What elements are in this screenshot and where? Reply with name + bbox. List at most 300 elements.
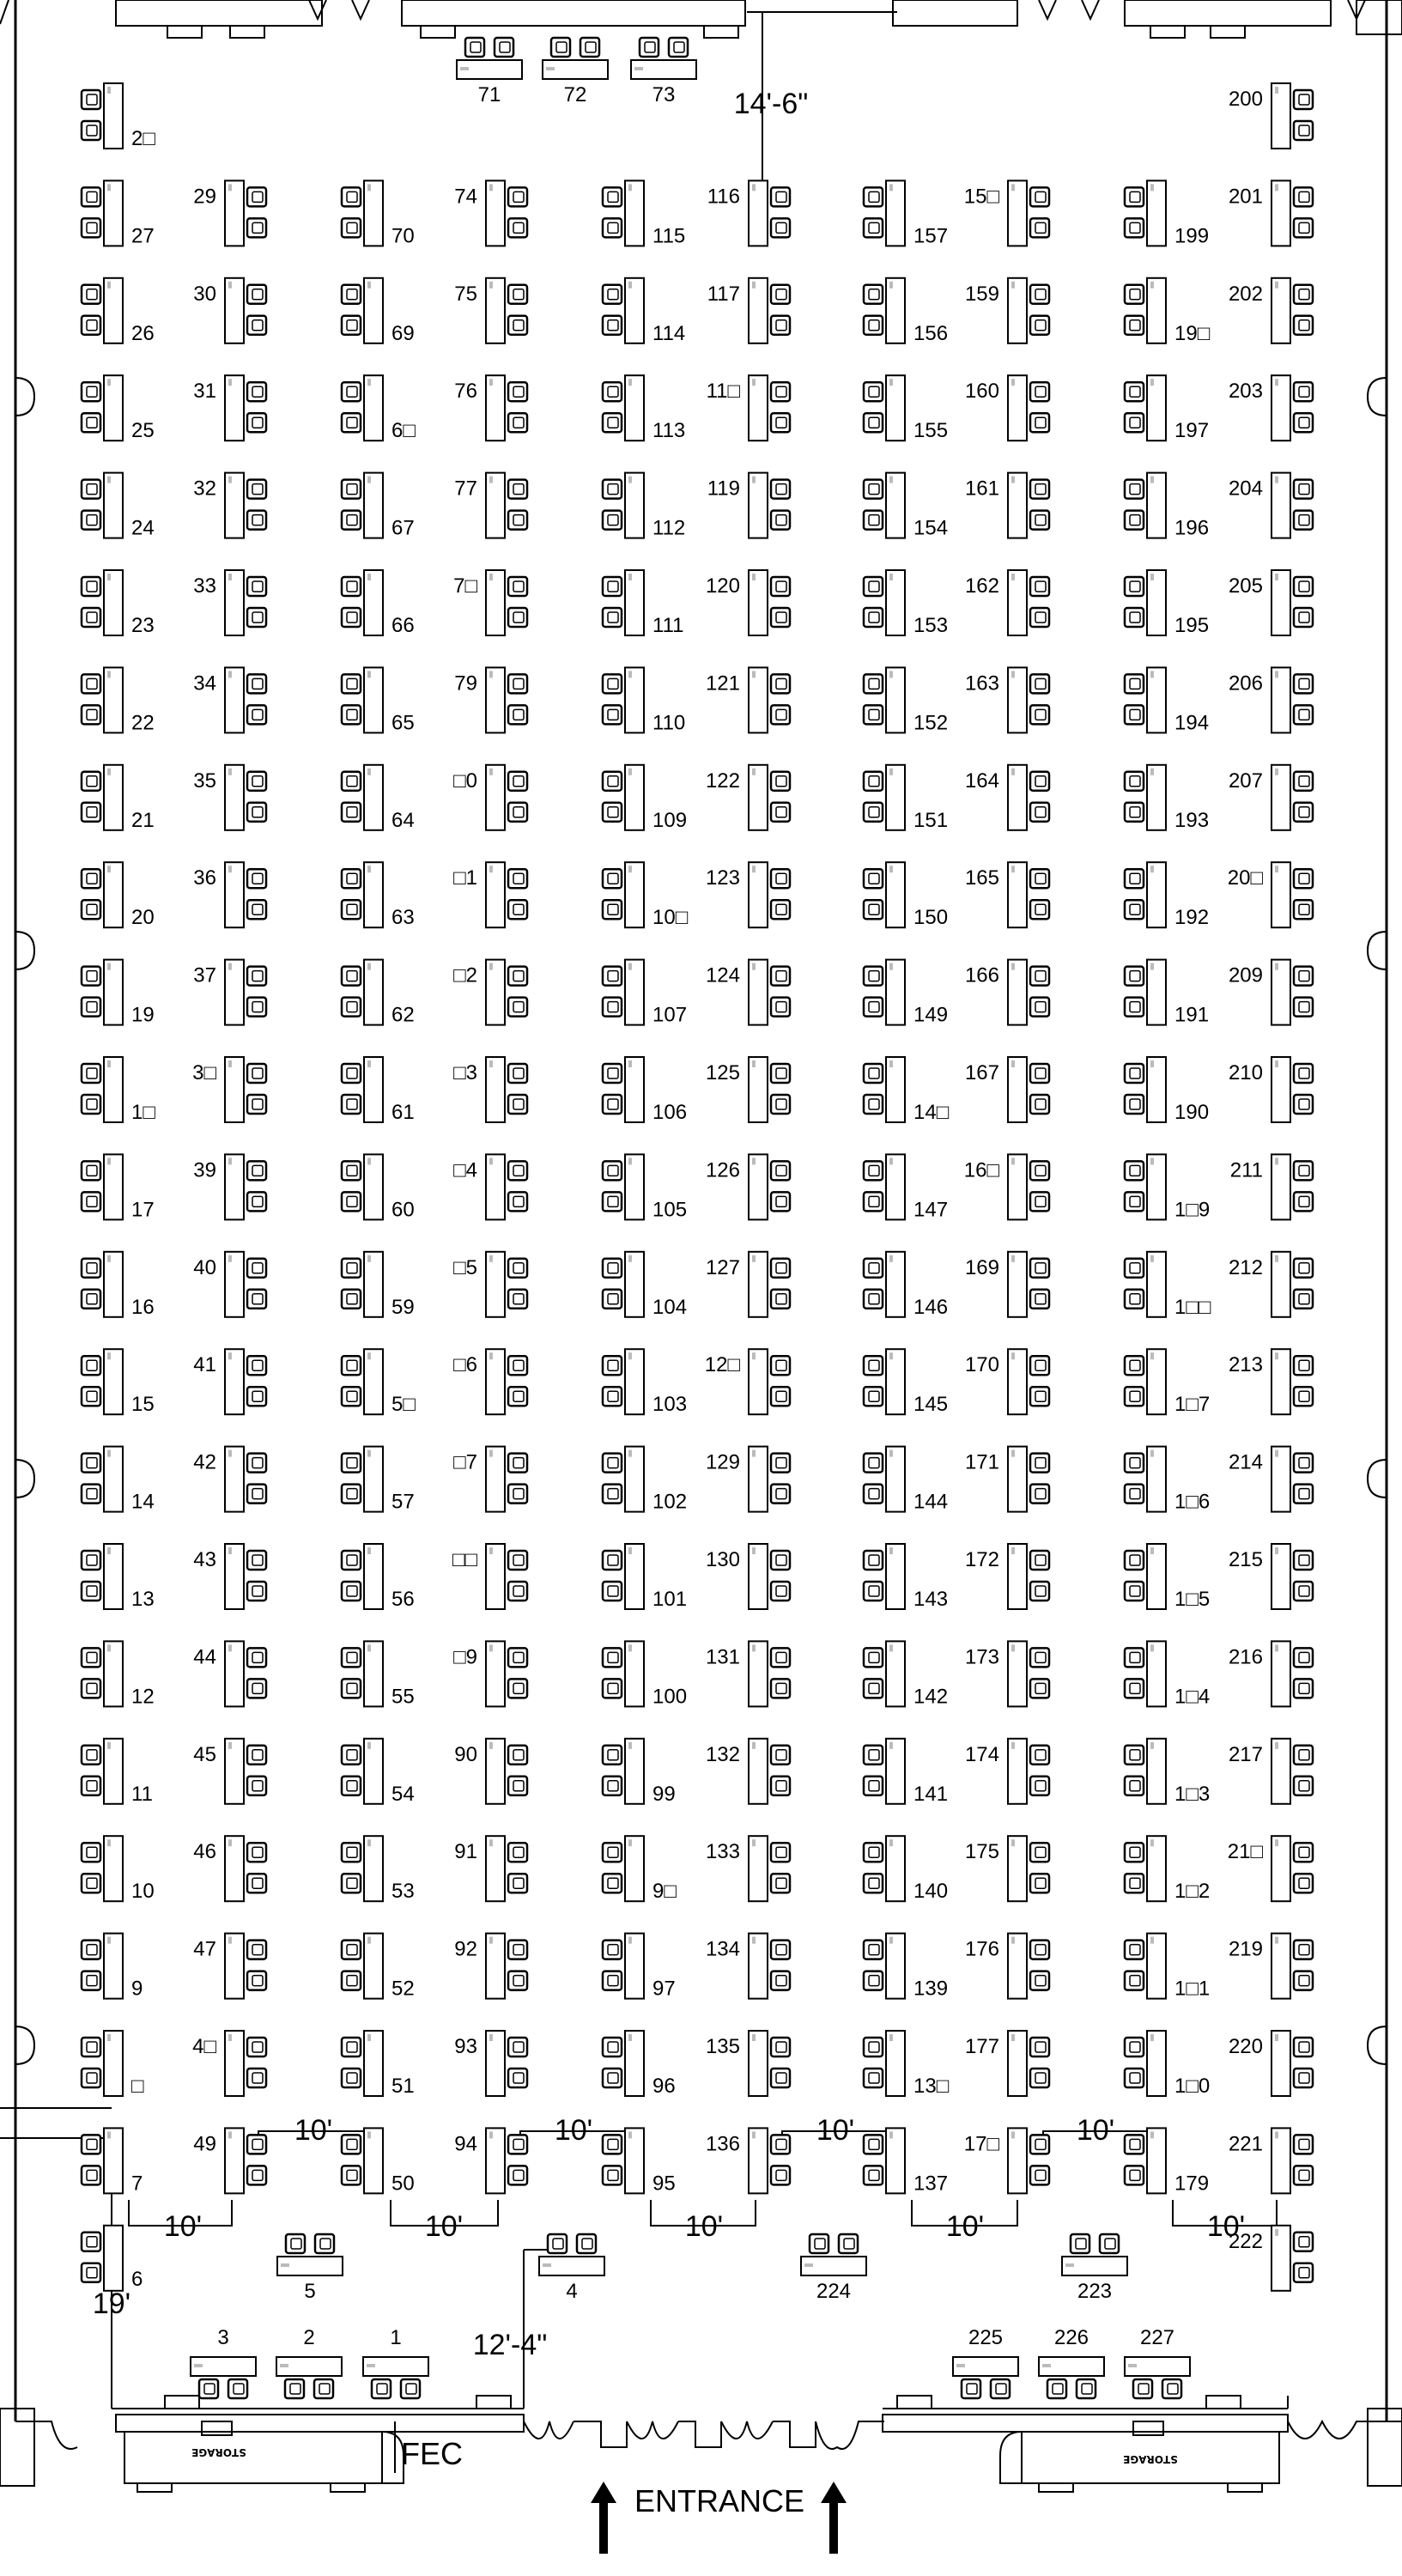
booth[interactable]	[193, 960, 266, 1025]
booth[interactable]	[82, 1057, 155, 1124]
booth[interactable]	[82, 180, 155, 247]
booth[interactable]	[965, 960, 1049, 1025]
booth-table	[749, 180, 768, 246]
booth[interactable]	[82, 765, 155, 832]
booth[interactable]	[1230, 1154, 1313, 1219]
booth-table	[225, 2128, 244, 2193]
booth[interactable]	[864, 862, 948, 929]
booth[interactable]	[965, 1349, 1049, 1414]
booth[interactable]	[193, 2128, 266, 2193]
booth-table	[625, 1836, 644, 1901]
booth[interactable]	[965, 1544, 1049, 1609]
booth-table	[886, 2128, 905, 2193]
booth[interactable]	[1229, 83, 1313, 149]
booth-table	[749, 1252, 768, 1317]
booth-number: 120	[705, 574, 740, 598]
booth[interactable]	[82, 1447, 155, 1514]
booth[interactable]	[965, 278, 1049, 343]
booth[interactable]	[453, 1057, 527, 1122]
booth[interactable]	[1229, 1544, 1313, 1609]
booth[interactable]	[82, 375, 155, 442]
booth-number: 101	[652, 1588, 688, 1611]
booth[interactable]	[603, 1154, 687, 1221]
booth-table	[1008, 473, 1027, 538]
booth[interactable]	[82, 1349, 155, 1416]
booth[interactable]	[1125, 1154, 1210, 1221]
booth[interactable]	[342, 180, 415, 247]
booth[interactable]	[82, 960, 155, 1027]
booth[interactable]	[457, 38, 522, 106]
booth[interactable]	[82, 667, 155, 734]
booth[interactable]	[342, 1252, 415, 1319]
booth[interactable]	[193, 1739, 266, 1804]
booth-number: 50	[391, 2172, 415, 2196]
booth[interactable]	[864, 1057, 950, 1124]
booth[interactable]	[1229, 1934, 1313, 1999]
booth[interactable]	[1229, 180, 1313, 246]
booth[interactable]	[603, 765, 687, 832]
booth-number: 190	[1174, 1101, 1210, 1124]
booth[interactable]	[1062, 2234, 1127, 2303]
booth[interactable]	[342, 570, 415, 637]
booth[interactable]	[342, 1739, 415, 1806]
booth[interactable]	[193, 765, 266, 830]
booth[interactable]	[1125, 375, 1209, 442]
booth[interactable]	[965, 1447, 1049, 1512]
booth[interactable]	[342, 1934, 415, 2001]
booth[interactable]	[603, 2031, 676, 2098]
booth[interactable]	[603, 375, 685, 442]
booth[interactable]	[965, 1641, 1049, 1706]
booth[interactable]	[453, 1252, 527, 1317]
booth[interactable]	[1229, 375, 1313, 440]
booth[interactable]	[1229, 667, 1313, 732]
booth[interactable]	[454, 1836, 527, 1901]
booth[interactable]	[82, 570, 155, 637]
booth[interactable]	[454, 375, 527, 440]
booth-number: 77	[454, 477, 477, 501]
booth[interactable]	[603, 1349, 687, 1416]
booth[interactable]	[1229, 1349, 1313, 1414]
booth[interactable]	[1229, 765, 1313, 830]
booth-number: 134	[705, 1937, 740, 1961]
booth[interactable]	[453, 862, 527, 927]
booth-table	[1272, 180, 1290, 246]
booth[interactable]	[706, 2128, 790, 2193]
booth[interactable]	[864, 1349, 948, 1416]
booth[interactable]	[82, 2031, 144, 2098]
booth[interactable]	[1229, 1252, 1313, 1317]
booth-table	[1008, 1447, 1027, 1512]
booth[interactable]	[706, 1154, 790, 1219]
booth[interactable]	[1125, 667, 1209, 734]
booth[interactable]	[193, 375, 266, 440]
booth[interactable]	[864, 1252, 948, 1319]
booth[interactable]	[603, 960, 687, 1027]
booth[interactable]	[82, 83, 155, 150]
booth-number: 23	[131, 614, 155, 637]
booth[interactable]	[603, 278, 685, 345]
booth[interactable]	[191, 2326, 256, 2398]
booth[interactable]	[454, 1739, 527, 1804]
booth[interactable]	[1229, 1641, 1313, 1706]
booth[interactable]	[454, 1934, 527, 1999]
booth[interactable]	[1229, 2031, 1313, 2096]
booth[interactable]	[193, 180, 266, 246]
booth-table	[625, 1934, 644, 1999]
booth[interactable]	[706, 1934, 790, 1999]
booth[interactable]	[1125, 2326, 1190, 2398]
booth[interactable]	[453, 960, 527, 1025]
booth[interactable]	[276, 2326, 342, 2398]
booth[interactable]	[864, 1739, 948, 1806]
booth[interactable]	[193, 862, 266, 927]
booth[interactable]	[82, 1544, 155, 1611]
booth[interactable]	[342, 960, 415, 1027]
booth[interactable]	[342, 1057, 415, 1124]
booth[interactable]	[1229, 960, 1313, 1025]
booth[interactable]	[192, 2031, 266, 2096]
booth-number: 129	[705, 1450, 740, 1474]
booth[interactable]	[342, 2128, 415, 2195]
booth[interactable]	[706, 1057, 790, 1122]
booth[interactable]	[707, 278, 790, 343]
booth[interactable]	[82, 473, 155, 540]
booth-number: 151	[913, 808, 949, 832]
booth[interactable]	[706, 1252, 790, 1317]
booth-table	[364, 473, 383, 538]
booth-table	[1272, 1544, 1290, 1609]
booth[interactable]	[864, 1836, 948, 1903]
booth[interactable]	[82, 1836, 155, 1903]
booth[interactable]	[453, 1349, 527, 1414]
booth[interactable]	[453, 765, 527, 830]
booth[interactable]	[965, 2031, 1049, 2096]
booth-number: 69	[391, 321, 415, 345]
booth[interactable]	[193, 1447, 266, 1512]
booth[interactable]	[965, 1836, 1049, 1901]
booth[interactable]	[864, 570, 948, 637]
booth-number: 135	[705, 2035, 740, 2058]
booth[interactable]	[603, 1447, 687, 1514]
booth[interactable]	[631, 38, 696, 106]
booth[interactable]	[193, 1154, 266, 1219]
booth-table	[1008, 1544, 1027, 1609]
booth[interactable]	[864, 1641, 948, 1708]
booth[interactable]	[965, 862, 1049, 927]
booth[interactable]	[864, 765, 948, 832]
booth[interactable]	[1125, 1349, 1210, 1416]
booth[interactable]	[1229, 1739, 1313, 1804]
booth[interactable]	[864, 473, 948, 540]
booth[interactable]	[82, 278, 155, 345]
booth[interactable]	[864, 2031, 950, 2098]
booth[interactable]	[706, 1836, 790, 1901]
booth-number: 102	[652, 1490, 688, 1514]
booth[interactable]	[82, 1252, 155, 1319]
booth[interactable]	[707, 375, 790, 440]
booth[interactable]	[1228, 1836, 1313, 1901]
booth-table	[1147, 862, 1166, 927]
booth-table	[1008, 180, 1027, 246]
booth-number: 119	[707, 477, 740, 501]
booth-number: 214	[1228, 1450, 1263, 1474]
booth[interactable]	[1125, 2128, 1209, 2195]
booth[interactable]	[1125, 2031, 1210, 2098]
booth[interactable]	[707, 473, 790, 538]
booth[interactable]	[342, 375, 416, 442]
booth[interactable]	[1229, 1447, 1313, 1512]
booth[interactable]	[82, 1154, 155, 1221]
booth-number: 90	[454, 1742, 477, 1766]
booth[interactable]	[454, 180, 527, 246]
booth[interactable]	[342, 862, 415, 929]
booth[interactable]	[342, 1349, 416, 1416]
booth[interactable]	[277, 2234, 343, 2303]
booth-number: 1□1	[1174, 1977, 1211, 2001]
booth-table	[364, 765, 383, 830]
booth-table	[1272, 570, 1290, 635]
booth[interactable]	[603, 1057, 687, 1124]
booth[interactable]	[1125, 1544, 1210, 1611]
booth[interactable]	[453, 570, 527, 635]
booth[interactable]	[193, 1252, 266, 1317]
booth[interactable]	[1125, 1739, 1210, 1806]
booth[interactable]	[82, 1934, 143, 2001]
booth-table	[486, 278, 505, 343]
booth-table	[486, 667, 505, 732]
booth-table	[749, 960, 768, 1025]
booth[interactable]	[363, 2326, 428, 2398]
booth[interactable]	[965, 375, 1049, 440]
booth-number: 66	[391, 614, 415, 637]
booth[interactable]	[603, 1739, 676, 1806]
booth-number: 217	[1228, 1742, 1263, 1766]
booth[interactable]	[603, 473, 685, 540]
booth-table	[1147, 2128, 1166, 2193]
booth[interactable]	[1125, 1934, 1210, 2001]
booth-table	[486, 1447, 505, 1512]
booth[interactable]	[342, 1154, 415, 1221]
booth[interactable]	[603, 2128, 676, 2195]
booth-number: 160	[964, 380, 999, 404]
booth[interactable]	[1229, 1057, 1313, 1122]
booth[interactable]	[864, 960, 948, 1027]
booth-table	[1008, 1057, 1027, 1122]
booth[interactable]	[454, 278, 527, 343]
booth[interactable]	[965, 1252, 1049, 1317]
booth[interactable]	[707, 180, 790, 246]
booth-table	[886, 278, 905, 343]
booth-number: 117	[707, 282, 740, 306]
booth[interactable]	[953, 2326, 1018, 2398]
booth[interactable]	[1125, 765, 1209, 832]
booth-number: 13□	[913, 2075, 950, 2098]
booth[interactable]	[539, 2234, 604, 2303]
booth-table	[486, 1641, 505, 1706]
booth-table	[1008, 1641, 1027, 1706]
booth[interactable]	[603, 570, 683, 637]
booth[interactable]	[193, 1349, 266, 1414]
booth-number: 17	[131, 1198, 155, 1222]
booth[interactable]	[1125, 278, 1211, 345]
booth-table	[1008, 667, 1027, 732]
booth[interactable]	[1125, 862, 1209, 929]
booth[interactable]	[864, 1934, 948, 2001]
booth-number: 1□7	[1174, 1393, 1211, 1417]
booth[interactable]	[193, 1934, 266, 1999]
booth-table	[364, 570, 383, 635]
booth-number: 11□	[706, 380, 740, 404]
booth-table	[1008, 862, 1027, 927]
booth[interactable]	[864, 278, 948, 345]
booth[interactable]	[1229, 278, 1313, 343]
booth[interactable]	[864, 667, 948, 734]
booth[interactable]	[801, 2234, 866, 2303]
booth[interactable]	[603, 1836, 677, 1903]
booth[interactable]	[706, 765, 790, 830]
booth[interactable]	[82, 2226, 143, 2291]
booth[interactable]	[82, 1739, 153, 1806]
booth[interactable]	[964, 1154, 1049, 1219]
booth[interactable]	[965, 1057, 1049, 1122]
booth[interactable]	[342, 473, 415, 540]
booth[interactable]	[342, 1641, 415, 1708]
booth-number: 111	[652, 614, 684, 637]
booth[interactable]	[965, 1739, 1049, 1804]
booth[interactable]	[1039, 2326, 1104, 2398]
booth[interactable]	[864, 180, 948, 247]
booth[interactable]	[965, 667, 1049, 732]
booth[interactable]	[342, 278, 415, 345]
booth[interactable]	[193, 1641, 266, 1706]
booth-number: 149	[913, 1003, 949, 1027]
booth-table	[625, 765, 644, 830]
booth[interactable]	[543, 38, 608, 106]
booth[interactable]	[1125, 1836, 1210, 1903]
booth[interactable]	[342, 1447, 415, 1514]
booth[interactable]	[965, 473, 1049, 538]
booth[interactable]	[454, 2128, 527, 2193]
booth[interactable]	[342, 2031, 415, 2098]
booth[interactable]	[193, 667, 266, 732]
booth[interactable]	[706, 667, 790, 732]
booth[interactable]	[603, 862, 689, 929]
booth[interactable]	[864, 1544, 948, 1611]
booth[interactable]	[706, 1641, 790, 1706]
booth[interactable]	[1229, 473, 1313, 538]
booth[interactable]	[965, 570, 1049, 635]
booth[interactable]	[192, 1057, 266, 1122]
booth-number: 179	[1174, 2172, 1210, 2196]
booth-number: 132	[705, 1742, 740, 1766]
booth[interactable]	[454, 473, 527, 538]
booth[interactable]	[454, 2031, 527, 2096]
booth[interactable]	[706, 1544, 790, 1609]
booth[interactable]	[706, 570, 790, 635]
booth-number: 173	[964, 1645, 999, 1669]
booth[interactable]	[342, 1544, 415, 1611]
booth[interactable]	[706, 862, 790, 927]
storage-label-right: STORAGE	[1123, 2453, 1178, 2465]
booth[interactable]	[603, 1252, 687, 1319]
booth-number: 194	[1174, 711, 1210, 735]
booth[interactable]	[193, 1836, 266, 1901]
booth[interactable]	[453, 1447, 527, 1512]
booth[interactable]	[452, 1544, 527, 1609]
booth[interactable]	[453, 1154, 527, 1219]
booth[interactable]	[1228, 862, 1313, 927]
booth[interactable]	[342, 765, 415, 832]
booth[interactable]	[1125, 960, 1209, 1027]
booth[interactable]	[603, 1544, 687, 1611]
booth-table	[1272, 667, 1290, 732]
booth[interactable]	[193, 1544, 266, 1609]
booth[interactable]	[965, 765, 1049, 830]
booth-number: 25	[131, 419, 155, 443]
booth-table	[364, 1739, 383, 1804]
booth-number: 16	[131, 1295, 155, 1319]
booth-number: 45	[193, 1742, 216, 1766]
booth[interactable]	[706, 960, 790, 1025]
booth[interactable]	[964, 2128, 1049, 2193]
booth[interactable]	[82, 2128, 143, 2195]
booth[interactable]	[864, 1447, 948, 1514]
booth[interactable]	[1125, 1447, 1210, 1514]
booth[interactable]	[603, 1641, 687, 1708]
booth[interactable]	[864, 1154, 948, 1221]
booth[interactable]	[603, 667, 685, 734]
booth-number: 157	[913, 224, 949, 248]
booth[interactable]	[706, 2031, 790, 2096]
booth[interactable]	[705, 1349, 790, 1414]
booth[interactable]	[193, 570, 266, 635]
booth-number: 114	[652, 321, 686, 345]
booth-table	[486, 1349, 505, 1414]
booth[interactable]	[864, 2128, 948, 2195]
booth[interactable]	[193, 278, 266, 343]
booth[interactable]	[193, 473, 266, 538]
booth[interactable]	[82, 862, 155, 929]
booth[interactable]	[1125, 473, 1209, 540]
booth[interactable]	[706, 1447, 790, 1512]
booth[interactable]	[342, 667, 415, 734]
booth[interactable]	[1125, 570, 1209, 637]
booth[interactable]	[82, 1641, 155, 1708]
booth[interactable]	[1125, 180, 1209, 247]
booth[interactable]	[1125, 1641, 1210, 1708]
booth[interactable]	[706, 1739, 790, 1804]
booth-number: 11	[131, 1782, 153, 1806]
booth[interactable]	[453, 1641, 527, 1706]
booth[interactable]	[964, 180, 1049, 246]
booth[interactable]	[603, 180, 685, 247]
booth[interactable]	[1125, 1252, 1211, 1319]
booth-number: 222	[1228, 2229, 1263, 2253]
booth[interactable]	[454, 667, 527, 732]
booth-table	[1147, 960, 1166, 1025]
booth[interactable]	[1229, 2128, 1313, 2193]
booth-table	[104, 765, 123, 830]
booth[interactable]	[1125, 1057, 1209, 1124]
booth[interactable]	[965, 1934, 1049, 1999]
booth-number: 142	[913, 1685, 949, 1709]
booth[interactable]	[603, 1934, 676, 2001]
booth[interactable]	[1229, 570, 1313, 635]
booth[interactable]	[864, 375, 948, 442]
booth-table	[625, 1641, 644, 1706]
booth[interactable]	[342, 1836, 415, 1903]
